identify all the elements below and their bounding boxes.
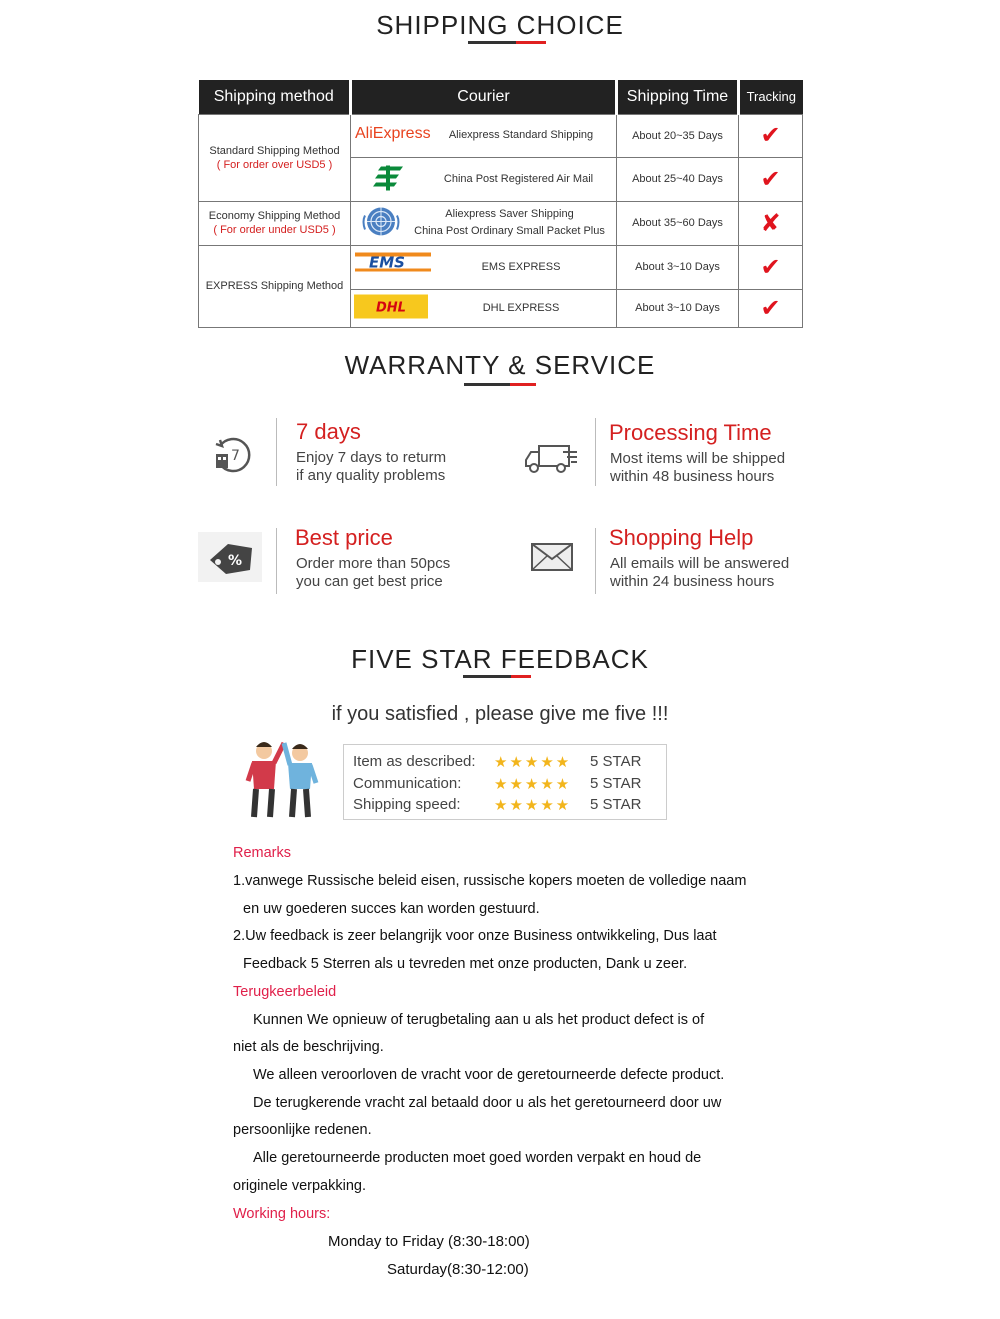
- service-title: Shopping Help: [609, 525, 754, 550]
- hours-saturday: Saturday(8:30-12:00): [387, 1261, 529, 1278]
- check-icon: ✔: [760, 122, 781, 149]
- divider: [595, 418, 596, 486]
- returns-line: Kunnen We opnieuw of terugbetaling aan u als het product defect is of: [253, 1012, 705, 1028]
- un-globe-icon: [361, 204, 401, 243]
- dhl-logo: [354, 295, 428, 322]
- star-rating-icon: ★★★★★: [494, 797, 572, 814]
- service-line: Most items will be shipped: [610, 450, 786, 467]
- high-five-people-icon: [240, 737, 324, 828]
- returns-line: niet als de beschrijving.: [233, 1039, 384, 1055]
- service-line: within 48 business hours: [610, 468, 775, 485]
- header-shipping-method: Shipping method: [199, 80, 351, 114]
- china-post-icon: [373, 164, 405, 195]
- tracking-cell: [739, 201, 803, 245]
- service-line: All emails will be answered: [610, 555, 790, 572]
- check-icon: ✔: [760, 253, 781, 281]
- header-tracking: Tracking: [739, 80, 803, 114]
- star-rating-icon: ★★★★★: [494, 776, 572, 793]
- title-underline-red: [510, 383, 536, 386]
- remarks-line: Feedback 5 Sterren als u tevreden met onze producten, Dank u zeer.: [243, 956, 688, 972]
- courier-name: Aliexpress Standard Shipping: [448, 129, 594, 141]
- returns-line: persoonlijke redenen.: [233, 1122, 372, 1138]
- service-title: 7 days: [296, 419, 361, 444]
- service-line: Enjoy 7 days to returm: [296, 449, 447, 466]
- shipping-time: About 25~40 Days: [617, 157, 739, 201]
- returns-line: We alleen veroorloven de vracht voor de geretourneerde defecte product.: [253, 1067, 725, 1083]
- feedback-title: FIVE STAR FEEDBACK: [351, 644, 649, 674]
- returns-line: Alle geretourneerde producten moet goed worden verpakt en houd de: [253, 1150, 702, 1166]
- returns-heading: Terugkeerbeleid: [233, 984, 337, 1000]
- service-title: Best price: [295, 525, 393, 550]
- tracking-cell: [739, 245, 803, 289]
- method-standard-note: ( For order over USD5 ): [216, 158, 333, 171]
- method-express-name: EXPRESS Shipping Method: [205, 280, 344, 292]
- shipping-time: About 3~10 Days: [617, 289, 739, 327]
- shipping-time: About 3~10 Days: [617, 245, 739, 289]
- rating-label: Item as described:: [353, 753, 476, 770]
- shipping-table: [198, 80, 803, 328]
- courier-cell: [351, 201, 617, 245]
- courier-cell: [351, 114, 617, 157]
- remarks-line: 2.Uw feedback is zeer belangrijk voor onze Business ontwikkeling, Dus laat: [233, 928, 717, 944]
- title-underline-dark: [464, 383, 510, 386]
- service-line: if any quality problems: [296, 467, 446, 484]
- envelope-icon: [531, 543, 575, 578]
- hours-weekday: Monday to Friday (8:30-18:00): [328, 1233, 530, 1250]
- title-underline-dark: [468, 41, 516, 44]
- svg-text:7: 7: [231, 448, 240, 464]
- rating-value: 5 STAR: [590, 753, 642, 770]
- method-standard: [199, 114, 351, 201]
- divider: [276, 418, 277, 486]
- courier-name: Aliexpress Saver Shipping: [445, 208, 574, 220]
- ems-logo: [355, 250, 431, 277]
- ems-logo-text: EMS: [369, 253, 405, 271]
- star-rating-icon: ★★★★★: [494, 754, 572, 771]
- title-underline-red: [516, 41, 546, 44]
- courier-name-2: China Post Ordinary Small Packet Plus: [414, 225, 605, 237]
- return-clock-icon: [210, 432, 256, 483]
- tracking-cell: [739, 114, 803, 157]
- warranty-title: WARRANTY & SERVICE: [344, 350, 656, 380]
- rating-value: 5 STAR: [590, 796, 642, 813]
- tracking-cell: [739, 289, 803, 327]
- feedback-subtitle: if you satisfied , please give me five !!!: [331, 703, 669, 725]
- returns-line: originele verpakking.: [233, 1178, 366, 1194]
- courier-cell: [351, 245, 617, 289]
- divider: [276, 528, 277, 594]
- rating-value: 5 STAR: [590, 775, 642, 792]
- aliexpress-logo: AliExpress: [355, 124, 431, 142]
- discount-tag-icon: [198, 532, 262, 587]
- truck-icon: [523, 440, 579, 481]
- method-economy-note: ( For order under USD5 ): [213, 224, 336, 236]
- courier-name: DHL EXPRESS: [482, 301, 560, 314]
- header-shipping-time: Shipping Time: [617, 80, 739, 114]
- method-express: [199, 245, 351, 327]
- service-line: within 24 business hours: [610, 573, 775, 590]
- courier-name: China Post Registered Air Mail: [443, 172, 594, 185]
- check-icon: ✔: [760, 294, 781, 322]
- title-underline-dark: [463, 675, 511, 678]
- title-underline-red: [511, 675, 531, 678]
- check-icon: ✔: [760, 165, 781, 193]
- cross-icon: ✘: [760, 209, 781, 237]
- dhl-logo-text: DHL: [376, 300, 406, 316]
- hours-heading: Working hours:: [233, 1206, 331, 1222]
- discount-tag-text: %: [228, 553, 243, 569]
- tracking-cell: [739, 157, 803, 201]
- shipping-time: About 20~35 Days: [617, 114, 739, 157]
- shipping-time: About 35~60 Days: [617, 201, 739, 245]
- returns-line: De terugkerende vracht zal betaald door u als het geretourneerd door uw: [253, 1095, 722, 1111]
- service-line: Order more than 50pcs: [296, 555, 451, 572]
- rating-label: Communication:: [353, 775, 462, 792]
- rating-label: Shipping speed:: [353, 796, 461, 813]
- divider: [595, 528, 596, 594]
- remarks-line: 1.vanwege Russische beleid eisen, russische kopers moeten de volledige naam: [233, 873, 747, 889]
- remarks-line: en uw goederen succes kan worden gestuurd.: [243, 901, 540, 917]
- method-economy: [199, 201, 351, 245]
- service-title: Processing Time: [609, 420, 772, 445]
- method-economy-name: Economy Shipping Method: [208, 210, 341, 222]
- service-line: you can get best price: [296, 573, 443, 590]
- courier-name: EMS EXPRESS: [481, 260, 561, 273]
- courier-cell: [351, 157, 617, 201]
- feedback-rating-box: [343, 744, 667, 820]
- remarks-heading: Remarks: [233, 845, 292, 861]
- header-courier: Courier: [351, 80, 617, 114]
- method-standard-name: Standard Shipping Method: [209, 144, 340, 157]
- courier-cell: [351, 289, 617, 327]
- shipping-title: SHIPPING CHOICE: [376, 10, 624, 40]
